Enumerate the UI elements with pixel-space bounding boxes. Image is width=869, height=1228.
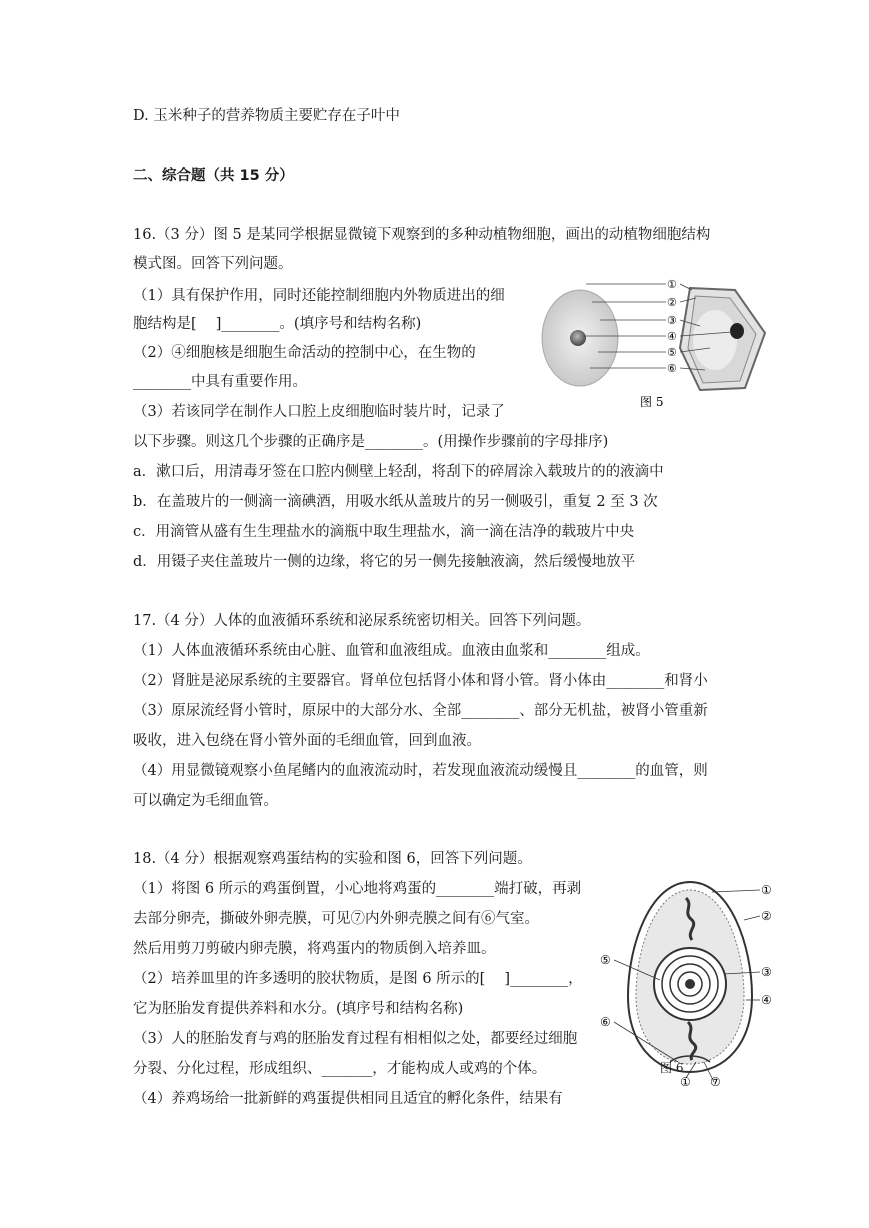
q16-step-d: d．用镊子夹住盖玻片一侧的边缘，将它的另一侧先接触液滴，然后缓慢地放平 <box>133 554 636 570</box>
q16-part1-line2: 胞结构是[ ]________。(填序号和结构名称) <box>133 316 422 332</box>
q17-part2: （2）肾脏是泌尿系统的主要器官。肾单位包括肾小体和肾小管。肾小体由________和肾小 <box>133 673 708 689</box>
figure-6-egg-diagram <box>600 876 790 1086</box>
fig6-label-1: ① <box>761 883 772 897</box>
q17-part4-line1: （4）用显微镜观察小鱼尾鳍内的血液流动时，若发现血液流动缓慢且________的血管，则 <box>133 763 708 779</box>
q18-part1-line1: （1）将图 6 所示的鸡蛋倒置，小心地将鸡蛋的________端打破，再剥 <box>133 881 582 897</box>
q16-part3-line2: 以下步骤。则这几个步骤的正确序是________。(用操作步骤前的字母排序) <box>133 434 609 450</box>
fig5-label-1: ① <box>667 278 677 291</box>
fig5-label-4: ④ <box>667 330 677 343</box>
q17-part3-line1: （3）原尿流经肾小管时，原尿中的大部分水、全部________、部分无机盐，被肾小管重新 <box>133 703 708 719</box>
fig5-label-3: ③ <box>667 314 677 327</box>
q16-step-a: a．漱口后，用清毒牙签在口腔内侧壁上轻刮，将刮下的碎屑涂入载玻片的的液滴中 <box>133 464 664 480</box>
q18-part4: （4）养鸡场给一批新鲜的鸡蛋提供相同且适宜的孵化条件，结果有 <box>133 1091 563 1107</box>
q18-part3-line2: 分裂、分化过程，形成组织、_______，才能构成人或鸡的个体。 <box>133 1061 547 1077</box>
q18-part2-line2: 它为胚胎发育提供养料和水分。(填序号和结构名称) <box>133 1001 464 1017</box>
q18-stem: 18.（4 分）根据观察鸡蛋结构的实验和图 6，回答下列问题。 <box>133 851 532 867</box>
q16-part2-line2: ________中具有重要作用。 <box>133 374 307 390</box>
q16-step-b: b．在盖玻片的一侧滴一滴碘酒，用吸水纸从盖玻片的另一侧吸引，重复 2 至 3 次 <box>133 494 658 510</box>
q18-part3-line1: （3）人的胚胎发育与鸡的胚胎发育过程有相相似之处，都要经过细胞 <box>133 1031 578 1047</box>
fig5-caption: 图 5 <box>640 395 664 409</box>
fig6-label-1b: ① <box>680 1075 691 1086</box>
q16-step-c: c．用滴管从盛有生生理盐水的滴瓶中取生理盐水，滴一滴在洁净的载玻片中央 <box>133 524 635 540</box>
q18-part2-line1: （2）培养皿里的许多透明的胶状物质，是图 6 所示的[ ]________， <box>133 971 583 987</box>
fig6-label-3: ③ <box>761 965 772 979</box>
q18-part1-line2: 去部分卵壳，撕破外卵壳膜，可见⑦内外卵壳膜之间有⑥气室。 <box>133 911 539 927</box>
figure-5-cell-diagram <box>540 278 780 418</box>
option-d: D. 玉米种子的营养物质主要贮存在子叶中 <box>133 108 400 124</box>
q18-part1-line3: 然后用剪刀剪破内卵壳膜，将鸡蛋内的物质倒入培养皿。 <box>133 941 496 957</box>
plant-vacuole <box>693 310 737 370</box>
fig6-caption: 图 6 <box>660 1061 684 1075</box>
fig6-label-7: ⑦ <box>710 1075 721 1086</box>
q17-part1: （1）人体血液循环系统由心脏、血管和血液组成。血液由血浆和________组成。 <box>133 643 650 659</box>
q16-part2-line1: （2）④细胞核是细胞生命活动的控制中心，在生物的 <box>133 345 476 361</box>
fig6-label-2: ② <box>761 909 772 923</box>
q16-part1-line1: （1）具有保护作用，同时还能控制细胞内外物质进出的细 <box>133 288 505 304</box>
q17-part3-line2: 吸收，进入包绕在肾小管外面的毛细血管，回到血液。 <box>133 733 481 749</box>
fig5-label-2: ② <box>667 296 677 309</box>
plant-nucleus <box>730 323 744 339</box>
section-title: 二、综合题（共 15 分） <box>133 168 294 184</box>
fig6-label-4: ④ <box>761 993 772 1007</box>
q16-part3-line1: （3）若该同学在制作人口腔上皮细胞临时装片时，记录了 <box>133 404 505 420</box>
q17-part4-line2: 可以确定为毛细血管。 <box>133 793 278 809</box>
fig5-label-6: ⑥ <box>667 362 677 375</box>
fig6-label-5: ⑤ <box>600 953 611 967</box>
fig5-label-5: ⑤ <box>667 346 677 359</box>
q17-stem: 17.（4 分）人体的血液循环系统和泌尿系统密切相关。回答下列问题。 <box>133 613 591 629</box>
q16-stem-line2: 模式图。回答下列问题。 <box>133 256 293 272</box>
animal-nucleus <box>570 330 586 346</box>
fig6-label-6: ⑥ <box>600 1015 611 1029</box>
q16-stem-line1: 16.（3 分）图 5 是某同学根据显微镜下观察到的多种动植物细胞，画出的动植物细胞结构 <box>133 227 711 243</box>
